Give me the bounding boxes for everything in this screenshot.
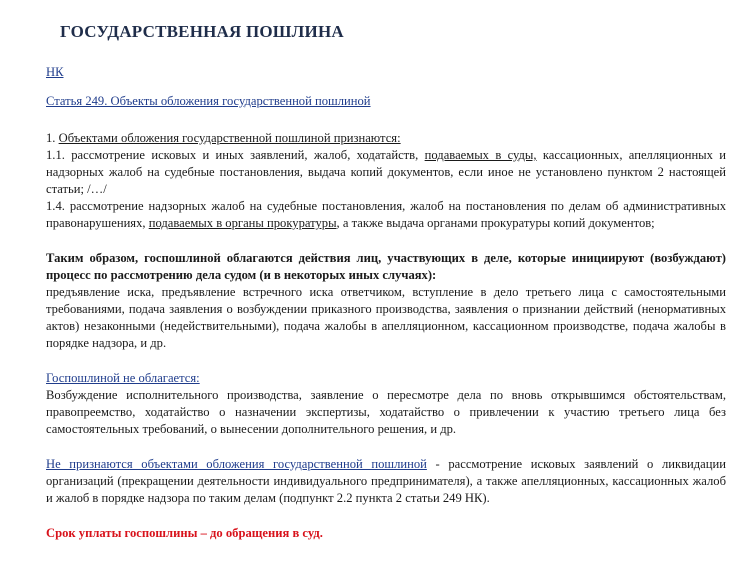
- nk-link[interactable]: НК: [46, 65, 64, 79]
- bold-conclusion: Таким образом, госпошлиной облагаются действия лиц, участвующих в деле, которые инициируют (возбуждают) процесс по рассмотрению дела судом (и в некоторых иных случаях):: [46, 251, 726, 282]
- item-1-text: Объектами обложения государственной пошлиной признаются:: [58, 131, 401, 145]
- item-1-4-part2: , а также выдача органами прокуратуры копий документов;: [336, 216, 655, 230]
- item-1-1: [46, 147, 726, 198]
- article-line: [46, 93, 726, 110]
- item-1: [46, 130, 726, 147]
- article-249-link[interactable]: Статья 249. Объекты обложения государственной пошлиной: [46, 94, 371, 108]
- item-1-4: [46, 198, 726, 232]
- not-objects-paragraph: [46, 456, 726, 507]
- not-taxed-heading: [46, 370, 726, 387]
- item-1-1-underlined: подаваемых в суды,: [424, 148, 537, 162]
- nk-line: [46, 64, 726, 81]
- item-1-4-underlined: подаваемых в органы прокуратуры: [148, 216, 337, 230]
- not-taxed-link[interactable]: Госпошлиной не облагается:: [46, 371, 200, 385]
- not-objects-text: - рассмотрение исковых заявлений о ликвидации организаций (прекращении деятельности индивидуального предпринимателя), а также апелляционных, кассационных жалоб и жалоб в порядке надзора по таким делам (подпункт 2.2 пункта 2 статьи 249 НК).: [46, 457, 726, 505]
- deadline-text: Срок уплаты госпошлины – до обращения в суд.: [46, 526, 323, 540]
- not-taxed-text: Возбуждение исполнительного производства, заявление о пересмотре дела по вновь открывшимся обстоятельствам, правопреемство, ходатайство о назначении экспертизы, ходатайство о привлечении к участию третьего лица без самостоятельных требований, о вынесении дополнительного решения, и др.: [46, 388, 726, 436]
- item-1-prefix: 1.: [46, 131, 59, 145]
- item-1-4-part1: 1.4. рассмотрение надзорных жалоб на судебные постановления, жалоб на постановления по делам об административных правонарушениях,: [46, 199, 726, 230]
- item-1-1-part1: 1.1. рассмотрение исковых и иных заявлений, жалоб, ходатайств,: [46, 148, 425, 162]
- item-1-1-part2: кассационных, апелляционных и надзорных жалоб на судебные постановления, выдача копий документов, если иное не установлено пунктом 2 настоящей статьи; /…/: [46, 148, 727, 196]
- not-objects-link[interactable]: Не признаются объектами обложения государственной пошлиной: [46, 457, 427, 471]
- conclusion-list: предъявление иска, предъявление встречного иска ответчиком, вступление в дело третьего лица с самостоятельными требованиями, подача заявления о возбуждении приказного производства, заявления о признании действий (ненормативных актов) незаконными (недействительными), подача жалобы в апелляционном, кассационном производстве, подача жалобы в порядке надзора, и др.: [46, 285, 726, 350]
- page-title: ГОСУДАРСТВЕННАЯ ПОШЛИНА: [60, 22, 344, 41]
- document-content: [46, 64, 726, 542]
